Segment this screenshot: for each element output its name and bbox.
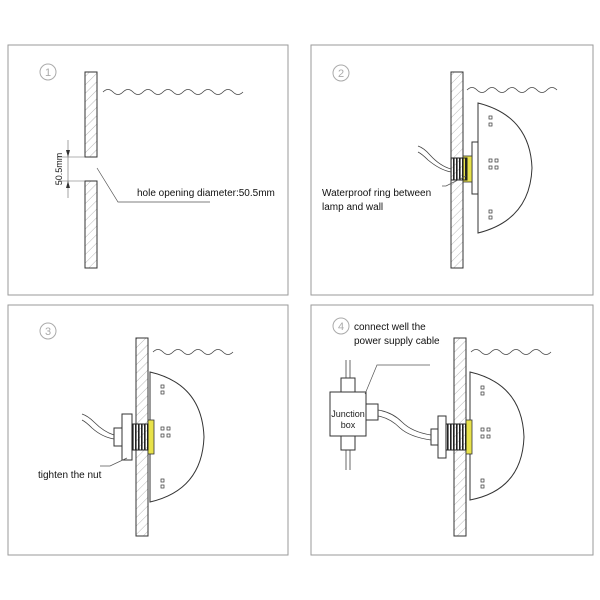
connect-label-line1: connect well the (354, 322, 426, 333)
panel-1 (8, 45, 288, 295)
gland-3 (114, 428, 122, 446)
water-line-2 (467, 88, 557, 93)
lamp-body-4 (470, 372, 524, 500)
panel-2 (311, 45, 593, 295)
threaded-stem-3 (132, 424, 148, 450)
connect-label-line2: power supply cable (354, 336, 440, 347)
ring-label-line2: lamp and wall (322, 202, 384, 213)
panel-3 (8, 305, 288, 555)
cable-2b (418, 152, 451, 172)
ring-4 (466, 420, 472, 454)
nut-3 (122, 414, 132, 460)
ring-label-line1: Waterproof ring between (322, 188, 432, 199)
threaded-stem-4 (446, 424, 466, 450)
leader-4 (365, 365, 430, 394)
nut-4 (438, 416, 446, 458)
junction-box-label-line1: Junction (331, 409, 365, 419)
wall-lower (85, 181, 97, 268)
cable-3b (82, 420, 114, 439)
junction-box-gland-bottom (341, 436, 355, 450)
step-1-number: 1 (44, 67, 52, 79)
step-2-number: 2 (337, 68, 345, 80)
nut-label: tighten the nut (38, 470, 102, 481)
step-3-number: 3 (44, 326, 52, 338)
step-4-number: 4 (337, 321, 345, 333)
dim-arrow-top (66, 150, 70, 157)
panel-4 (311, 305, 593, 555)
lamp-body-3 (150, 372, 204, 502)
hole-label: hole opening diameter:50.5mm (137, 188, 275, 199)
junction-box-gland-right (366, 404, 378, 420)
panel-1-frame (8, 45, 288, 295)
dimension-text: 50.5mm (54, 152, 64, 186)
dim-arrow-bottom (66, 181, 70, 188)
water-line-4 (471, 350, 551, 355)
lamp-body-2 (478, 103, 532, 233)
wall-upper (85, 72, 97, 157)
lamp-base-2 (472, 142, 478, 194)
junction-box-gland-top (341, 378, 355, 392)
cable-4b (378, 416, 431, 440)
water-line-1 (103, 90, 243, 95)
cable-2a (418, 146, 451, 169)
cable-3a (82, 414, 114, 435)
gland-4 (431, 429, 438, 445)
water-line-3 (153, 350, 233, 355)
junction-box-label-line2: box (340, 420, 356, 430)
ring-3 (148, 420, 154, 454)
